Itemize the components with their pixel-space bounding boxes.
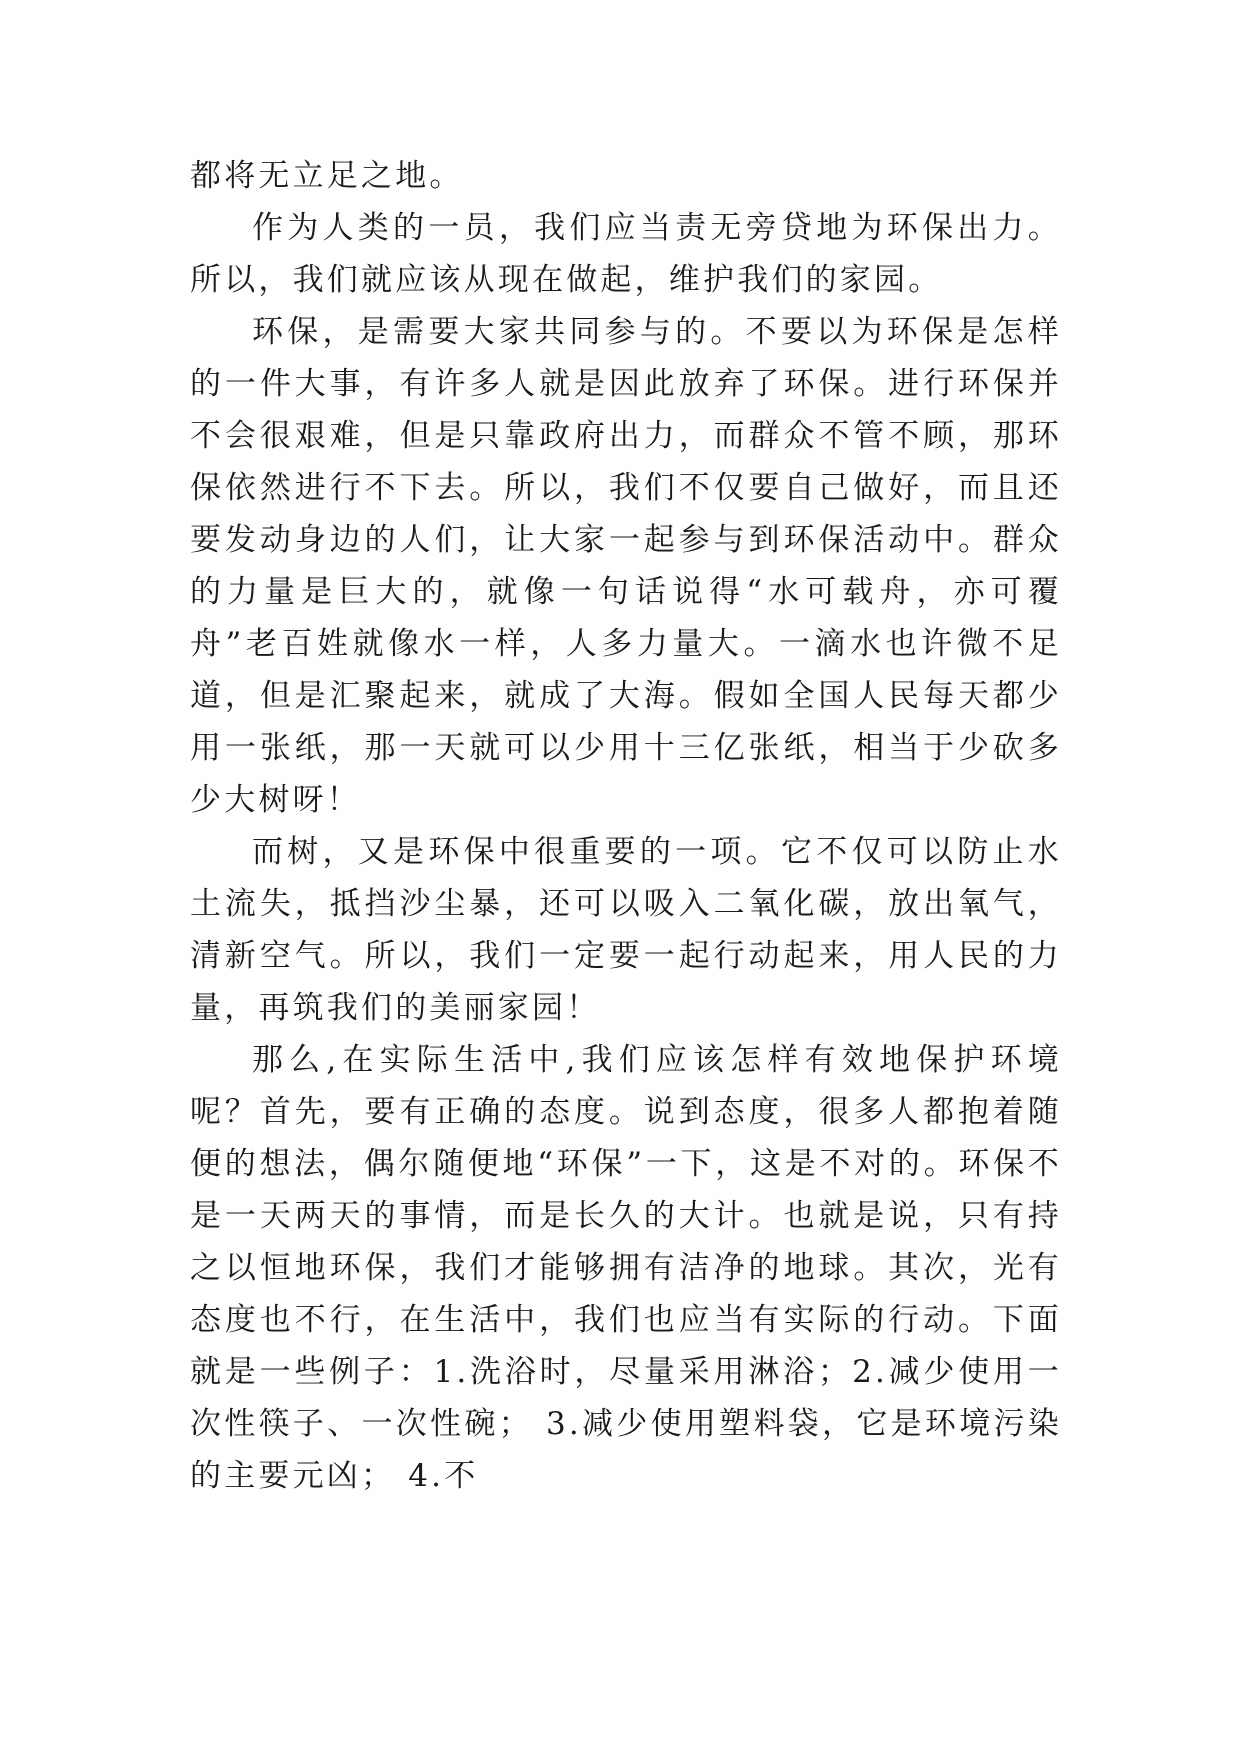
paragraph: 环保，是需要大家共同参与的。不要以为环保是怎样的一件大事，有许多人就是因此放弃了环保。进行环保并不会很艰难，但是只靠政府出力，而群众不管不顾，那环保依然进行不下去。所以，我们不仅要自己做好，而且还要发动身边的人们，让大家一起参与到环保活动中。群众的力量是巨大的，就像一句话说得“水可载舟，亦可覆舟”老百姓就像水一样，人多力量大。一滴水也许微不足道，但是汇聚起来，就成了大海。假如全国人民每天都少用一张纸，那一天就可以少用十三亿张纸，相当于少砍多少大树呀！	[190, 314, 1062, 818]
paragraph: 而树，又是环保中很重要的一项。它不仅可以防止水土流失，抵挡沙尘暴，还可以吸入二氧化碳，放出氧气，清新空气。所以，我们一定要一起行动起来，用人民的力量，再筑我们的美丽家园！	[190, 834, 1062, 1026]
paragraph: 那么,在实际生活中,我们应该怎样有效地保护环境呢？首先，要有正确的态度。说到态度，很多人都抱着随便的想法，偶尔随便地“环保”一下，这是不对的。环保不是一天两天的事情，而是长久的大计。也就是说，只有持之以恒地环保，我们才能够拥有洁净的地球。其次，光有态度也不行，在生活中，我们也应当有实际的行动。下面就是一些例子：1.洗浴时，尽量采用淋浴；2.减少使用一次性筷子、一次性碗； 3.减少使用塑料袋，它是环境污染的主要元凶； 4.不	[190, 1042, 1062, 1494]
document-page	[190, 150, 1062, 1502]
paragraph: 作为人类的一员，我们应当责无旁贷地为环保出力。所以，我们就应该从现在做起，维护我们的家园。	[190, 210, 1062, 298]
paragraph-continuation: 都将无立足之地。	[190, 158, 464, 194]
